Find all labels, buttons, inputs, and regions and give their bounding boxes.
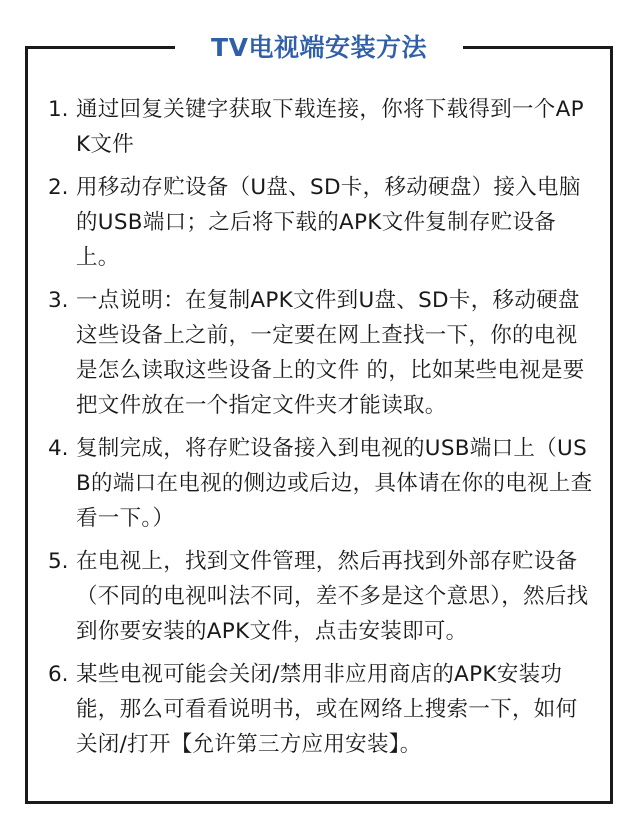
step-number: 2. <box>48 175 69 200</box>
frame-top-line-left <box>25 46 175 49</box>
step-number: 3. <box>48 288 69 313</box>
step-item <box>48 92 596 162</box>
step-item <box>48 283 596 423</box>
frame-top-line-right <box>463 46 613 49</box>
step-item <box>48 431 596 536</box>
step-text: 一点说明：在复制APK文件到U盘、SD卡，移动硬盘这些设备上之前，一定要在网上查找一下，你的电视是怎么读取这些设备上的文件 的，比如某些电视是要把文件放在一个指定文件夹才能读取。 <box>76 288 585 418</box>
step-number: 4. <box>48 436 69 461</box>
step-text: 某些电视可能会关闭/禁用非应用商店的APK安装功能，那么可看看说明书，或在网络上搜索一下，如何关闭/打开【允许第三方应用安装】。 <box>76 662 578 757</box>
step-number: 6. <box>48 662 69 687</box>
step-number: 5. <box>48 549 69 574</box>
step-text: 在电视上，找到文件管理，然后再找到外部存贮设备（不同的电视叫法不同，差不多是这个意思），然后找到你要安装的APK文件，点击安装即可。 <box>76 549 589 644</box>
step-item <box>48 657 596 762</box>
step-text: 用移动存贮设备（U盘、SD卡，移动硬盘）接入电脑的USB端口；之后将下载的APK文件复制存贮设备上。 <box>76 175 581 270</box>
step-item <box>48 544 596 649</box>
step-text: 复制完成，将存贮设备接入到电视的USB端口上（USB的端口在电视的侧边或后边，具体请在你的电视上查看一下。） <box>76 436 593 531</box>
step-item <box>48 170 596 275</box>
step-text: 通过回复关键字获取下载连接，你将下载得到一个APK文件 <box>76 97 584 157</box>
step-number: 1. <box>48 97 69 122</box>
steps-list <box>48 92 596 770</box>
page-title: TV电视端安装方法 <box>211 33 427 62</box>
